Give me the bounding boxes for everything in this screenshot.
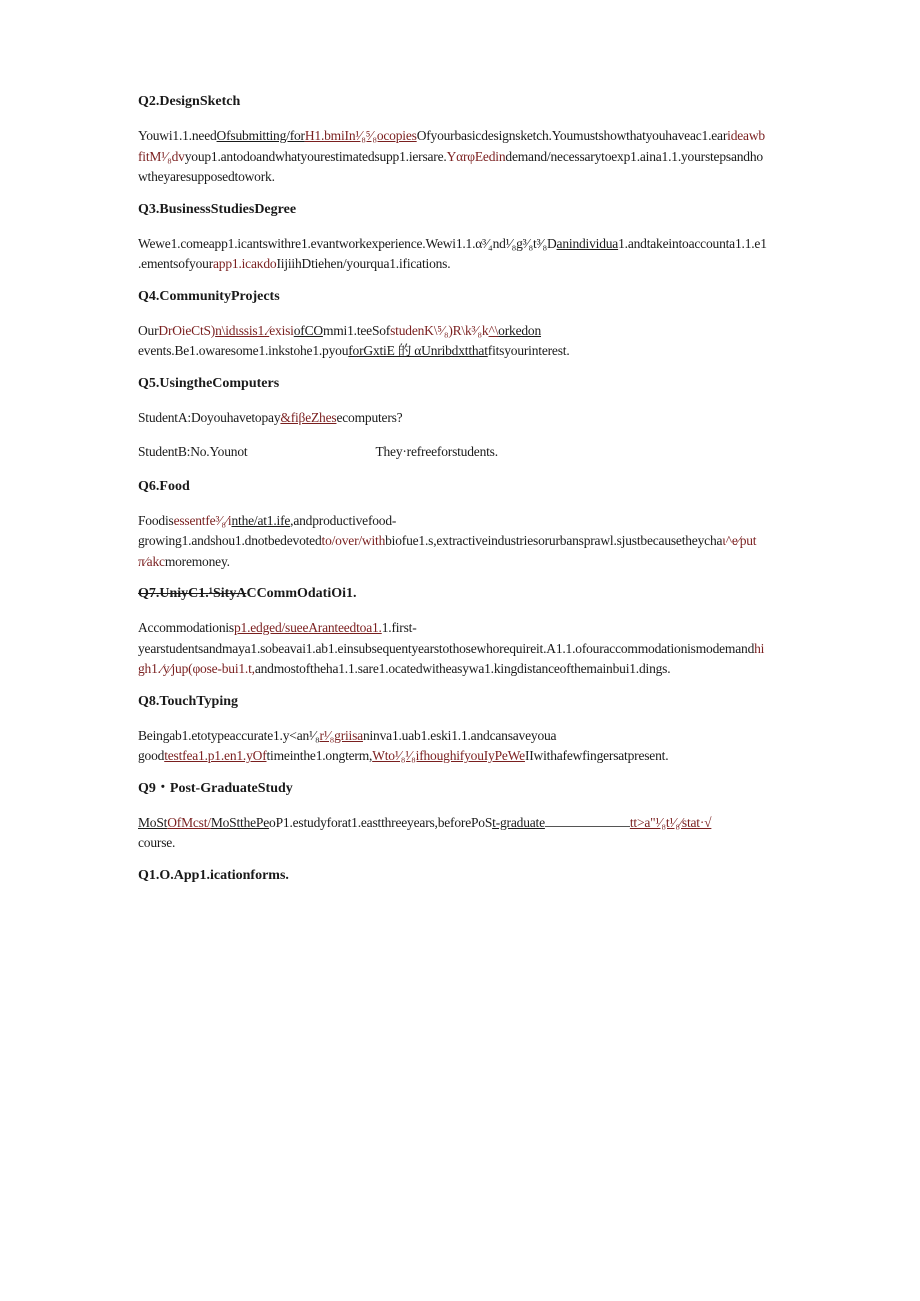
marked-text: H1.bmiIn¹⁄₈⁵⁄₈ocopies <box>304 128 417 143</box>
text-run: Accommodationis <box>138 620 234 635</box>
marked-text: Wto¹⁄₈¹⁄₈ifhoughifyouIyPeWe <box>372 748 525 763</box>
text-run: demand/necessarytoexp1.aina1.1.yourstepsandho <box>505 148 763 164</box>
text-run: Our <box>138 322 159 338</box>
document-page <box>138 92 883 900</box>
q4-heading: Q4.CommunityProjects <box>138 288 280 304</box>
q7-heading <box>138 584 883 604</box>
text-run: 1.andtakeintoaccounta1.1.e1 <box>618 235 767 251</box>
text-run: yearstudentsandmaya1.sobeavai1.ab1.einsubsequentyearstothosewhorequireit.A1.1.ofouraccommodationismodemand <box>138 640 755 656</box>
q5-line-2 <box>138 442 883 463</box>
text-run: ninva1.uab1.eski1.1.andcansaveyoua <box>362 727 557 743</box>
marked-text: ideawb <box>727 128 765 143</box>
q2-line-1 <box>138 126 883 147</box>
text-run: fitsyourinterest. <box>487 343 570 358</box>
q2-line-3: wtheyaresupposedtowork. <box>138 169 275 184</box>
underlined-text: orkedon <box>498 322 542 338</box>
text-run: CCommOdatiOi1. <box>246 586 357 601</box>
q8-heading: Q8.TouchTyping <box>138 693 238 709</box>
text-run: StudentB:No.Younot <box>138 444 248 459</box>
marked-text: &fiβeZhes <box>280 409 337 425</box>
underlined-text: t-graduate <box>492 814 545 830</box>
q5-heading: Q5.UsingtheComputers <box>138 375 280 391</box>
text-run: Youwi1.1.need <box>138 128 217 143</box>
marked-text: tt>a"¹⁄₈t¹⁄₈⁄stat·√ <box>629 814 712 830</box>
q2-paragraph <box>138 126 883 188</box>
underlined-text: forGxtiE 的 αUnribdxtthat <box>348 343 488 358</box>
q4-paragraph <box>138 321 883 362</box>
marked-text: gh1.⁄ <box>138 661 163 676</box>
q7-line-3 <box>138 659 883 680</box>
q5-line-1 <box>138 408 883 429</box>
marked-text: fitM¹⁄₈dv <box>138 148 185 164</box>
q10-heading: Q1.O.App1.icationforms. <box>138 867 289 883</box>
text-run: ecomputers? <box>336 409 403 425</box>
underlined-text: nthe/at1.ife, <box>231 512 294 528</box>
struck-text: ¹SityA <box>208 586 247 601</box>
marked-text: YαrφEedin <box>446 148 506 164</box>
text-run: timeinthe1.ongterm, <box>266 748 373 763</box>
q9-line-1 <box>138 813 883 834</box>
q8-line-1 <box>138 726 883 747</box>
text-run: moremoney. <box>164 553 230 569</box>
q7-line-2 <box>138 639 883 660</box>
marked-text: r¹⁄₈griisa <box>319 727 363 743</box>
underlined-text: ofCO <box>293 322 323 338</box>
text-run: 1.first- <box>381 620 417 635</box>
marked-text: studenK\⁵⁄₈)R\k³⁄₈k <box>390 322 489 338</box>
text-run: Foodis <box>138 512 174 528</box>
text-run: mmi1.teeSof <box>322 322 391 338</box>
text-run: events.Be1.owaresome1.inkstohe1.pyou <box>138 343 349 358</box>
q8-line-2 <box>138 746 883 767</box>
text-run: oP1.estudyforat1.eastthreeyears,beforePoS <box>269 814 493 830</box>
q2-heading: Q2.DesignSketch <box>138 94 241 109</box>
text-run: andmostoftheha1.1.sare1.ocatedwitheasywa1.kingdistanceofthemainbui1.dings. <box>254 661 671 676</box>
q6-heading: Q6.Food <box>138 478 190 494</box>
text-run: Ofyourbasicdesignsketch.Youmustshowthatyouhaveac1.ear <box>416 128 728 143</box>
marked-text: ^\ <box>488 322 499 338</box>
marked-text: π⁄akc <box>138 553 165 569</box>
text-run: .ementsofyour <box>138 256 214 271</box>
text-run: They·refreeforstudents. <box>375 444 498 459</box>
blank-line <box>545 814 630 827</box>
text-run: biofue1.s,extractiveindustriesorurbansprawl.sjustbecausetheycha <box>385 533 723 548</box>
q6-line-3 <box>138 552 883 573</box>
marked-text: p1.edged/sueeAranteedtoa1. <box>233 620 382 635</box>
q4-line-2 <box>138 341 883 362</box>
text-run: IIwithafewfingersatpresent. <box>524 748 669 763</box>
q3-heading: Q3.BusinessStudiesDegree <box>138 201 297 217</box>
text-run: Beingab1.etotypeaccurate1.y<an¹⁄₈ <box>138 727 320 743</box>
underlined-text: MoStthePe <box>210 814 270 830</box>
q3-paragraph <box>138 234 883 275</box>
q9-paragraph <box>138 813 883 854</box>
text-run: StudentA:Doyouhavetopay <box>138 409 281 425</box>
marked-text: hi <box>754 640 765 656</box>
underlined-text: anindividua <box>556 235 619 251</box>
text-run: andproductivefood- <box>293 512 397 528</box>
q6-line-1 <box>138 511 883 532</box>
q9-line-2: course. <box>138 835 176 850</box>
marked-text: n\idιssis1.⁄ <box>215 322 270 338</box>
marked-text: testfea1.p1.en1.yOf <box>164 748 267 763</box>
underlined-text: Ofsubmitting/for <box>216 128 305 143</box>
text-run: good <box>138 748 165 763</box>
text-run: IijiihDtiehen/yourqua1.ifications. <box>276 256 451 271</box>
text-run: Wewe1.comeapp1.icantswithre1.evantworkexperience.Wewi1.1.α³⁄₄nd¹⁄₈g³⁄₈t³⁄₈D <box>138 235 557 251</box>
q9-heading: Q9・Post-GraduateStudy <box>138 780 293 796</box>
q7-paragraph <box>138 618 883 680</box>
q6-line-2 <box>138 531 883 552</box>
marked-text: exisi <box>269 322 294 338</box>
underlined-text: MoSt <box>138 814 168 830</box>
q5-paragraph-a <box>138 408 883 429</box>
marked-text: app1.icaκdo <box>213 256 277 271</box>
text-run: youp1.antodoandwhatyourestimatedsupp1.iersare. <box>184 148 447 164</box>
marked-text: to/over/with <box>321 533 386 548</box>
q8-paragraph <box>138 726 883 767</box>
q6-paragraph <box>138 511 883 573</box>
q2-line-2 <box>138 147 883 168</box>
marked-text: DrOieCtS) <box>158 322 216 338</box>
marked-text: ι^e⁄put <box>722 533 757 548</box>
text-run: growing1.andshou1.dnotbedevoted <box>138 533 322 548</box>
marked-text: y⁄jup(φose-bui1.t, <box>162 661 255 676</box>
marked-text: OfMcst/ <box>167 814 211 830</box>
q3-line-2 <box>138 254 883 275</box>
q5-paragraph-b <box>138 442 883 463</box>
marked-text: essentfe³⁄₈⁄i <box>173 512 232 528</box>
q4-line-1 <box>138 321 883 342</box>
q3-line-1 <box>138 234 883 255</box>
q7-line-1 <box>138 618 883 639</box>
struck-text: Q7.UniyC1. <box>138 586 209 601</box>
